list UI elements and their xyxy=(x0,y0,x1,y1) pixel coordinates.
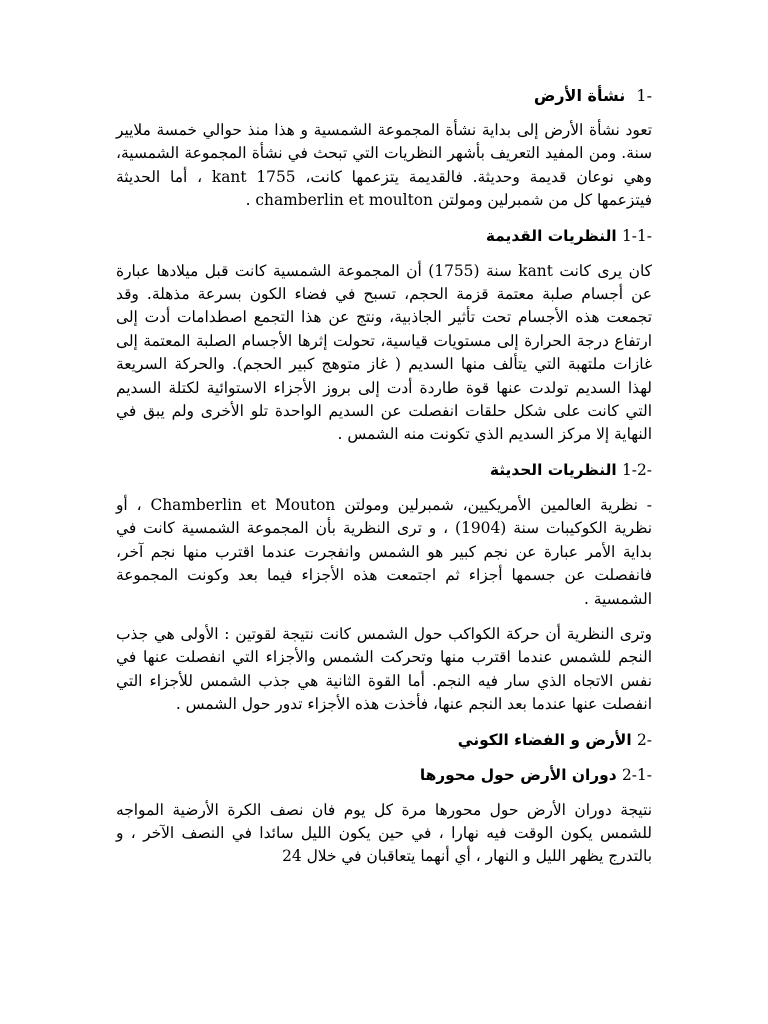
paragraph-planet-motion: وترى النظرية أن حركة الكواكب حول الشمس كانت نتيجة لقوتين : الأولى هي جذب النجم للشمس عندما اقترب منها وتحركت الشمس والأجزاء التي انفصلت عنها في نفس الاتجاه الذي سار فيه النجم. أما القوة الثانية هي جذب الشمس للأجزاء التي انفصلت عنها عندما بعد النجم عنها، فأخذت هذه الأجزاء تدور حول الشمس . xyxy=(116,624,652,714)
section-heading-earth-origin xyxy=(116,84,652,107)
section-heading-modern-theories xyxy=(116,459,652,482)
heading-title: دوران الأرض حول محورها xyxy=(419,765,617,784)
heading-title: النظريات القديمة xyxy=(485,226,617,245)
heading-title: الأرض و الفضاء الكوني xyxy=(457,730,632,749)
heading-title: نشأة الأرض xyxy=(533,86,626,105)
heading-number: -2-1 xyxy=(622,765,652,784)
heading-number: -1-1 xyxy=(622,226,652,245)
paragraph-intro: تعود نشأة الأرض إلى بداية نشأة المجموعة الشمسية و هذا منذ حوالي خمسة ملايير سنة. ومن المفيد التعريف بأشهر النظريات التي تبحث في نشأة المجموعة الشمسية، وهي نوعان قديمة وحديثة. فالقديمة يتزعمها كانت، kant 1755 ، أما الحديثة فيتزعمها كل من شمبرلين ومولتن chamberlin et moulton . xyxy=(116,121,652,210)
heading-number: -1 xyxy=(636,86,652,105)
paragraph-kant-theory: كان يرى كانت kant سنة (1755) أن المجموعة الشمسية كانت قبل ميلادها عبارة عن أجسام صلبة معتمة قزمة الحجم، تسبح في فضاء الكون بسرعة مذهلة. وقد تجمعت هذه الأجسام تحت تأثير الجاذبية، ونتج عن هذا التجمع اصطدامات أدت إلى ارتفاع درجة الحرارة إلى مستويات قياسية، تحولت إثرها الأجسام الصلبة المعتمة إلى غازات ملتهبة التي يتألف منها السديم ( غاز متوهج كبير الحجم). والحركة السريعة لهذا السديم تولدت عنها قوة طاردة أدت إلى بروز الأجزاء الاستوائية لكتلة السديم التي كانت على شكل حلقات انفصلت عن السديم الواحدة تلو الأخرى ولم يبق في النهاية إلا مركز السديم الذي تكونت منه الشمس . xyxy=(116,261,652,444)
paragraph-chamberlin-theory: - نظرية العالمين الأمريكيين، شمبرلين ومولتن Chamberlin et Mouton ، أو نظرية الكوكيبات سنة (1904) ، و ترى النظرية بأن المجموعة الشمسية كانت في بداية الأمر عبارة عن نجم كبير هو الشمس وانفجرت عندما اقترب منها نجم آخر، فانفصلت عن جسمها أجزاء ثم اجتمعت هذه الأجزاء فيما بعد وكونت المجموعة الشمسية . xyxy=(116,495,652,608)
heading-number: -2 xyxy=(637,730,652,749)
section-heading-earth-space xyxy=(116,729,652,752)
heading-title: النظريات الحديثة xyxy=(489,460,617,479)
section-heading-old-theories xyxy=(116,225,652,248)
section-heading-earth-rotation xyxy=(116,764,652,787)
document-body xyxy=(116,84,652,869)
paragraph-day-night: نتيجة دوران الأرض حول محورها مرة كل يوم فان نصف الكرة الأرضية المواجه للشمس يكون الوقت فيه نهارا ، في حين يكون الليل سائدا في النصف الآخر ، و بالتدرج يظهر الليل و النهار ، أي أنهما يتعاقبان في خلال 24 xyxy=(116,800,652,866)
heading-number: -1-2 xyxy=(622,460,652,479)
